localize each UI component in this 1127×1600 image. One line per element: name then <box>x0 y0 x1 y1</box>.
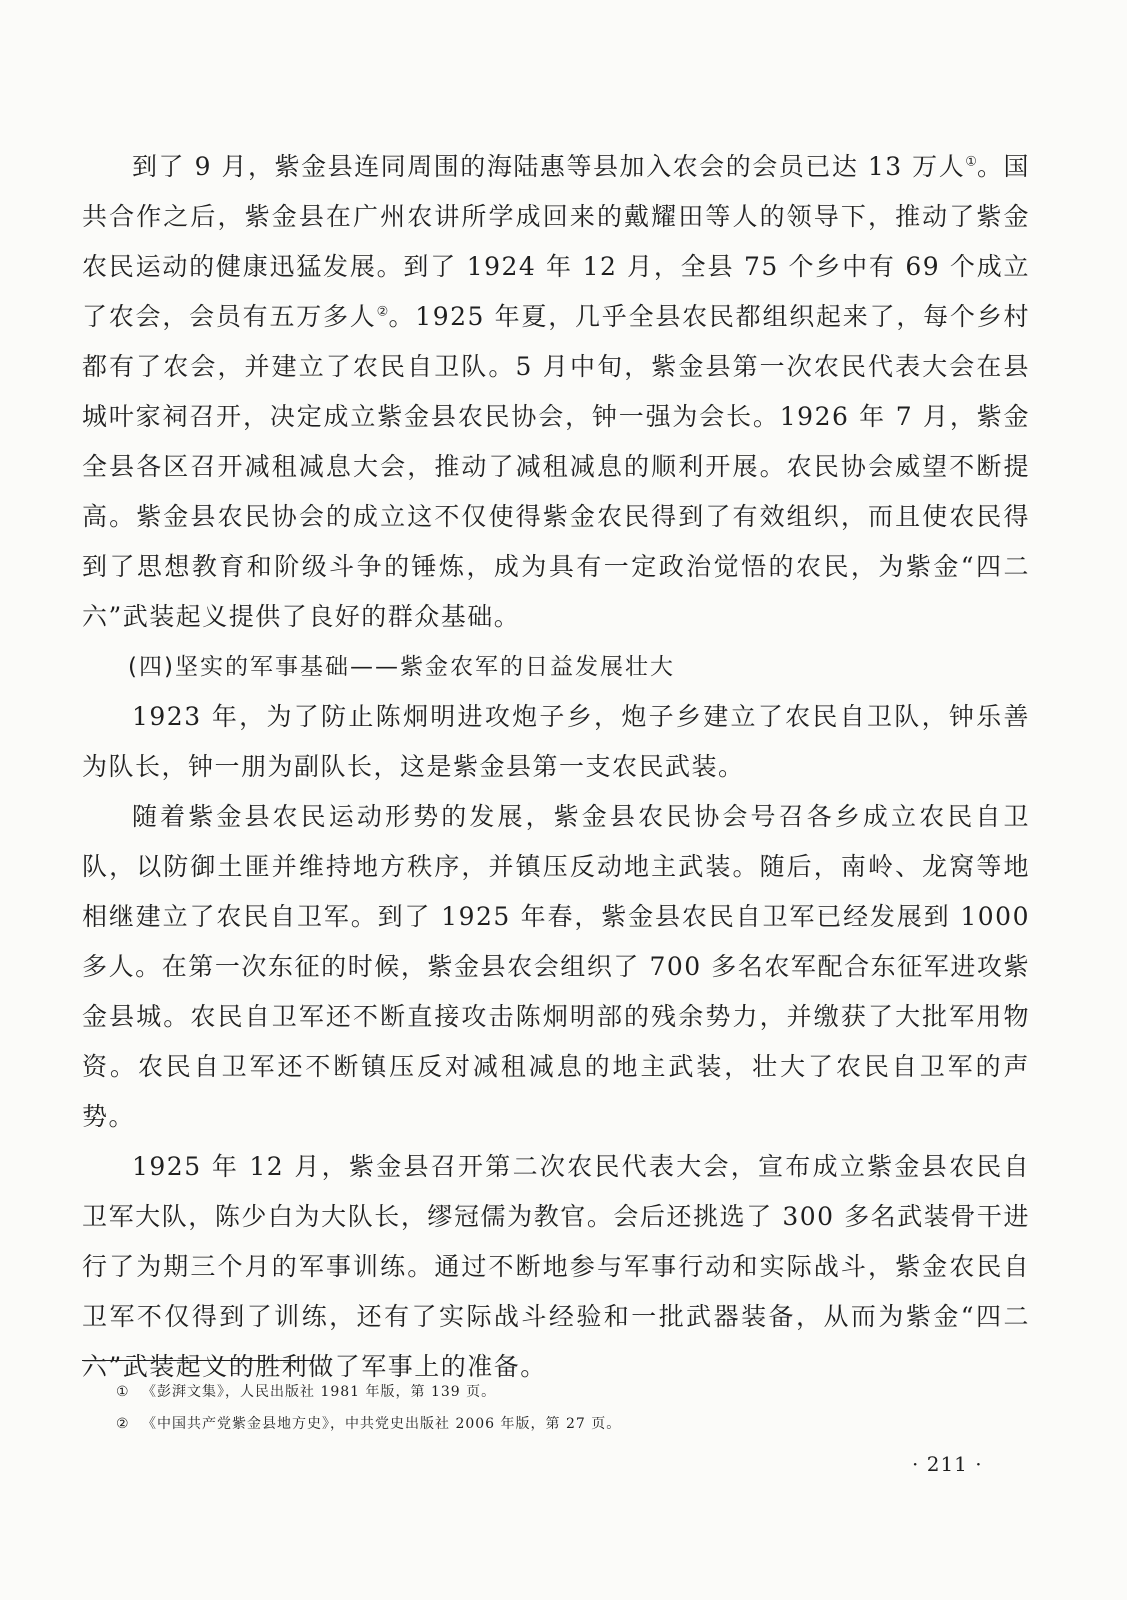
paragraph-text: 到了 9 月，紫金县连同周围的海陆惠等县加入农会的会员已达 13 万人 <box>132 152 966 181</box>
paragraph-text: 。1925 年夏，几乎全县农民都组织起来了，每个乡村都有了农会，并建立了农民自卫队。5 月中旬，紫金县第一次农民代表大会在县城叶家祠召开，决定成立紫金县农民协会，钟一强为会长。1926 年 7 月，紫金全县各区召开减租减息大会，推动了减租减息的顺利开展。农民协会威望不断提高。紫金县农民协会的成立这不仅使得紫金农民得到了有效组织，而且使农民得到了思想教育和阶级斗争的锤炼，成为具有一定政治觉悟的农民，为紫金“四二六”武装起义提供了良好的群众基础。 <box>82 302 1030 631</box>
section-heading <box>82 642 1030 692</box>
footnotes <box>116 1376 996 1440</box>
paragraph-text: (四)坚实的军事基础——紫金农军的日益发展壮大 <box>128 654 675 680</box>
footnote-mark: ② <box>116 1416 130 1432</box>
paragraph-text: 。国共合作之后，紫金县在广州农讲所学成回来的戴耀田等人的领导下，推动了紫金农民运动的健康迅猛发展。到了 1924 年 12 月，全县 75 个乡中有 69 个成立了农会，会员有五万多人 <box>82 152 1030 331</box>
page-number: · 211 · <box>912 1452 983 1476</box>
footnote-reference: ① <box>965 154 977 170</box>
body-text <box>82 142 1030 1392</box>
paragraph-text: 1925 年 12 月，紫金县召开第二次农民代表大会，宣布成立紫金县农民自卫军大队，陈少白为大队长，缪冠儒为教官。会后还挑选了 300 多名武装骨干进行了为期三个月的军事训练。通过不断地参与军事行动和实际战斗，紫金农民自卫军不仅得到了训练，还有了实际战斗经验和一批武器装备，从而为紫金“四二六”武装起义的胜利做了军事上的准备。 <box>82 1152 1030 1381</box>
footnote-reference: ② <box>376 304 389 320</box>
footnote-mark: ① <box>116 1384 130 1400</box>
paragraph-text: 随着紫金县农民运动形势的发展，紫金县农民协会号召各乡成立农民自卫队，以防御土匪并维持地方秩序，并镇压反动地主武装。随后，南岭、龙窝等地相继建立了农民自卫军。到了 1925 年春，紫金县农民自卫军已经发展到 1000 多人。在第一次东征的时候，紫金县农会组织了 700 多名农军配合东征军进攻紫金县城。农民自卫军还不断直接攻击陈炯明部的残余势力，并缴获了大批军用物资。农民自卫军还不断镇压反对减租减息的地主武装，壮大了农民自卫军的声势。 <box>82 802 1030 1131</box>
paragraph <box>82 1142 1030 1392</box>
footnote-text: 《彭湃文集》，人民出版社 1981 年版，第 139 页。 <box>142 1384 497 1400</box>
paragraph <box>82 692 1030 792</box>
paragraph-text: 1923 年，为了防止陈炯明进攻炮子乡，炮子乡建立了农民自卫队，钟乐善为队长，钟一朋为副队长，这是紫金县第一支农民武装。 <box>82 702 1030 781</box>
footnote-rule <box>82 1360 314 1361</box>
footnote <box>116 1408 996 1440</box>
footnote <box>116 1376 996 1408</box>
paragraph <box>82 792 1030 1142</box>
footnote-text: 《中国共产党紫金县地方史》，中共党史出版社 2006 年版，第 27 页。 <box>142 1416 622 1432</box>
paragraph <box>82 142 1030 642</box>
